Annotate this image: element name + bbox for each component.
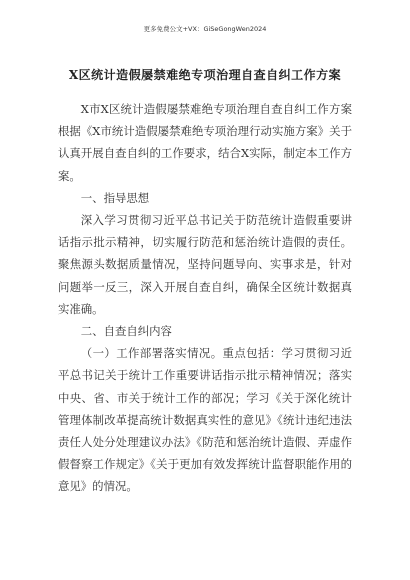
- free-docs-header-note: 更多免费公文+VX：GiSeGongWen2024: [143, 25, 267, 33]
- document-body: [58, 98, 352, 498]
- section-heading-self-check-content: 二、自查自纠内容: [80, 324, 172, 339]
- guiding-ideology-paragraph: 深入学习贯彻习近平总书记关于防范统计造假重要讲话指示批示精神，切实履行防范和惩治统计造假的责任。聚焦源头数据质量情况，坚持问题导向、实事求是，针对问题举一反三，深入开展自查自纠，确保全区统计数据真实准确。: [58, 213, 352, 316]
- self-check-item-1-paragraph: （一）工作部署落实情况。重点包括：学习贯彻习近平总书记关于统计工作重要讲话指示批示精神情况；落实中央、省、市关于统计工作的部况；学习《关于深化统计管理体制改革提高统计数据真实性的意见》《统计违纪违法责任人处分处理建议办法》《防范和惩治统计造假、弄虚作假督察工作规定》《关于更加有效发挥统计监督职能作用的意见》的情况。: [58, 346, 352, 494]
- document-title: X区统计造假屡禁难绝专项治理自查自纠工作方案: [68, 68, 342, 82]
- section-heading-guiding-ideology: 一、指导思想: [80, 190, 150, 205]
- intro-paragraph: X市X区统计造假屡禁难绝专项治理自查自纠工作方案根据《X市统计造假屡禁难绝专项治理行动实施方案》关于认真开展自查自纠的工作要求，结合X实际，制定本工作方案。: [58, 102, 352, 183]
